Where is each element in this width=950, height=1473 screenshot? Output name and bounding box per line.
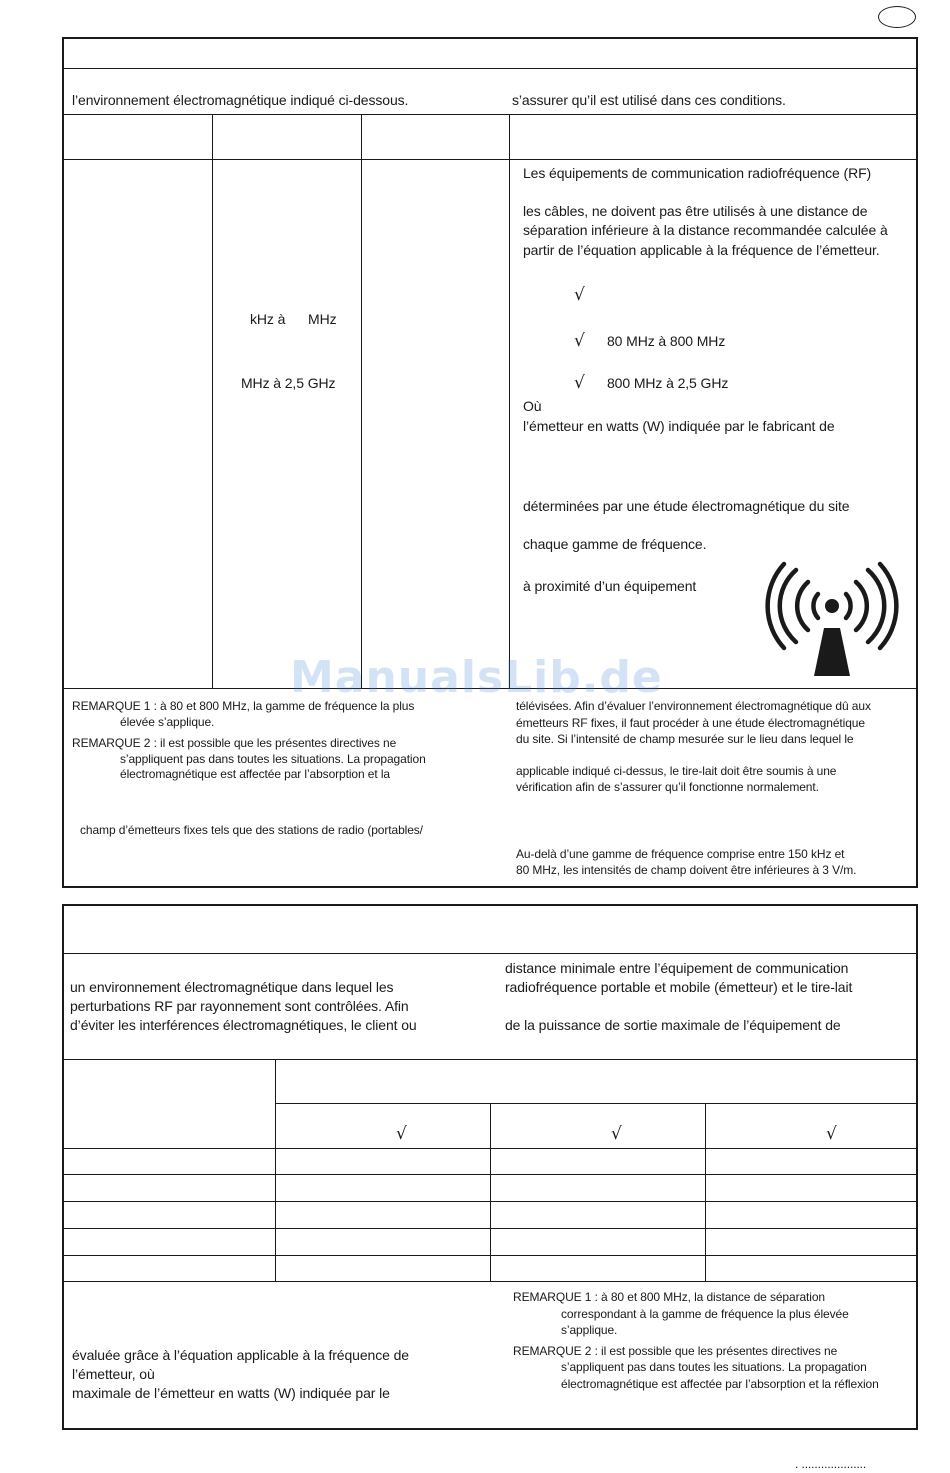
table2-note1-line2: correspondant à la gamme de fréquence la plus élevée [561,1307,849,1321]
table1-note1-line2: élevée s’applique. [120,715,215,729]
table1-rnote-6: Au-delà d’une gamme de fréquence comprise entre 150 kHz et [516,847,845,861]
table1-col-divider-1 [212,114,213,688]
table2-intro-left-3: d’éviter les interférences électromagnétiques, le client ou [70,1017,417,1033]
guidance-intro: Les équipements de communication radiofréquence (RF) [523,165,872,181]
language-badge [878,6,916,28]
table1-header-divider [63,159,917,160]
table2-note2-line3: électromagnétique est affectée par l’absorption et la réflexion [561,1377,879,1391]
table2-intro-right-2: radiofréquence portable et mobile (émetteur) et le tire-lait [505,979,853,995]
table1-intro-right: s’assurer qu’il est utilisé dans ces conditions. [512,92,786,108]
formula-range-3: 800 MHz à 2,5 GHz [607,375,729,391]
table1-rnote-5: vérification afin de s’assurer qu’il fonctionne normalement. [516,780,819,794]
table2-intro-divider [63,1059,917,1060]
table2-col-divider-2 [490,1103,491,1281]
formula-sqrt-3: √ [574,373,585,393]
table1-title-divider [63,68,917,69]
table1-rnote-2: émetteurs RF fixes, il faut procéder à une étude électromagnétique [516,716,865,730]
guidance-line-3: partir de l’équation applicable à la fréquence de l’émetteur. [523,242,880,258]
table1-rnote-3: du site. Si l’intensité de champ mesurée sur le lieu dans lequel le [516,732,854,746]
table1-test-level-1: kHz à MHz [250,311,337,327]
table2-intro-left-1: un environnement électromagnétique dans lequel les [70,979,394,995]
formula-sqrt-2: √ [574,331,585,351]
table2-note2-line2: s’appliquent pas dans toutes les situations. La propagation [561,1360,867,1374]
table1-note2-line2: s’appliquent pas dans toutes les situations. La propagation [120,752,426,766]
table1-intro-left: l’environnement électromagnétique indiqué ci-dessous. [72,92,409,108]
guidance-line-2: séparation inférieure à la distance recommandée calculée à [523,222,888,238]
guidance-proximity: à proximité d’un équipement [523,578,697,594]
table2-note1-line3: s’applique. [561,1323,618,1337]
table2-col-divider-1 [275,1059,276,1281]
table1-rnote-4: applicable indiqué ci-dessus, le tire-lait doit être soumis à une [516,764,837,778]
table1-note2-line1: REMARQUE 2 : il est possible que les présentes directives ne [72,736,397,750]
table2-sqrt-3: √ [826,1124,837,1144]
table1-rnote-1: télévisées. Afin d’évaluer l’environnement électromagnétique dû aux [516,699,871,713]
table1-col-divider-3 [509,114,510,688]
table1-note1-line1: REMARQUE 1 : à 80 et 800 MHz, la gamme de fréquence la plus [72,699,415,713]
table2-intro-left-2: perturbations RF par rayonnement sont contrôlées. Afin [70,998,409,1014]
table1-note2-line3: électromagnétique est affectée par l’absorption et la [120,767,390,781]
non-ionizing-radiation-icon [762,560,902,680]
guidance-power-def: l’émetteur en watts (W) indiquée par le fabricant de [523,418,835,434]
table2-bottom-left-1: évaluée grâce à l’équation applicable à la fréquence de [72,1347,409,1363]
formula-range-2: 80 MHz à 800 MHz [607,333,726,349]
table2-intro-right-3: de la puissance de sortie maximale de l’équipement de [505,1017,841,1033]
formula-sqrt-1: √ [574,285,585,305]
guidance-line-1: les câbles, ne doivent pas être utilisés à une distance de [523,203,868,219]
table2-bottom-left-2: l’émetteur, où [72,1366,155,1382]
guidance-frequency-range: chaque gamme de fréquence. [523,536,707,552]
table1-rnote-7: 80 MHz, les intensités de champ doivent être inférieures à 3 V/m. [516,863,857,877]
table2-sqrt-2: √ [611,1124,622,1144]
table1-col-divider-2 [361,114,362,688]
table2-intro-right-1: distance minimale entre l’équipement de communication [505,960,849,976]
table2-title-divider [63,953,917,954]
table2-col-divider-3 [705,1103,706,1281]
table1-test-level-2: MHz à 2,5 GHz [241,375,336,391]
table2-row-divider-5 [63,1281,917,1282]
footer-dots: . .................... [795,1457,867,1471]
table2-note1-line1: REMARQUE 1 : à 80 et 800 MHz, la distance de séparation [513,1290,825,1304]
guidance-ou: Où [523,398,542,414]
guidance-site-survey: déterminées par une étude électromagnétique du site [523,498,850,514]
table2-subheader-divider [275,1103,917,1104]
table2-note2-line1: REMARQUE 2 : il est possible que les présentes directives ne [513,1344,838,1358]
table1-intro-divider [63,114,917,115]
watermark: ManualsLib.de [290,652,663,703]
table2-bottom-left-3: maximale de l’émetteur en watts (W) indiquée par le [72,1385,390,1401]
table1-note3: champ d’émetteurs fixes tels que des stations de radio (portables/ [80,823,423,837]
table2-sqrt-1: √ [396,1124,407,1144]
